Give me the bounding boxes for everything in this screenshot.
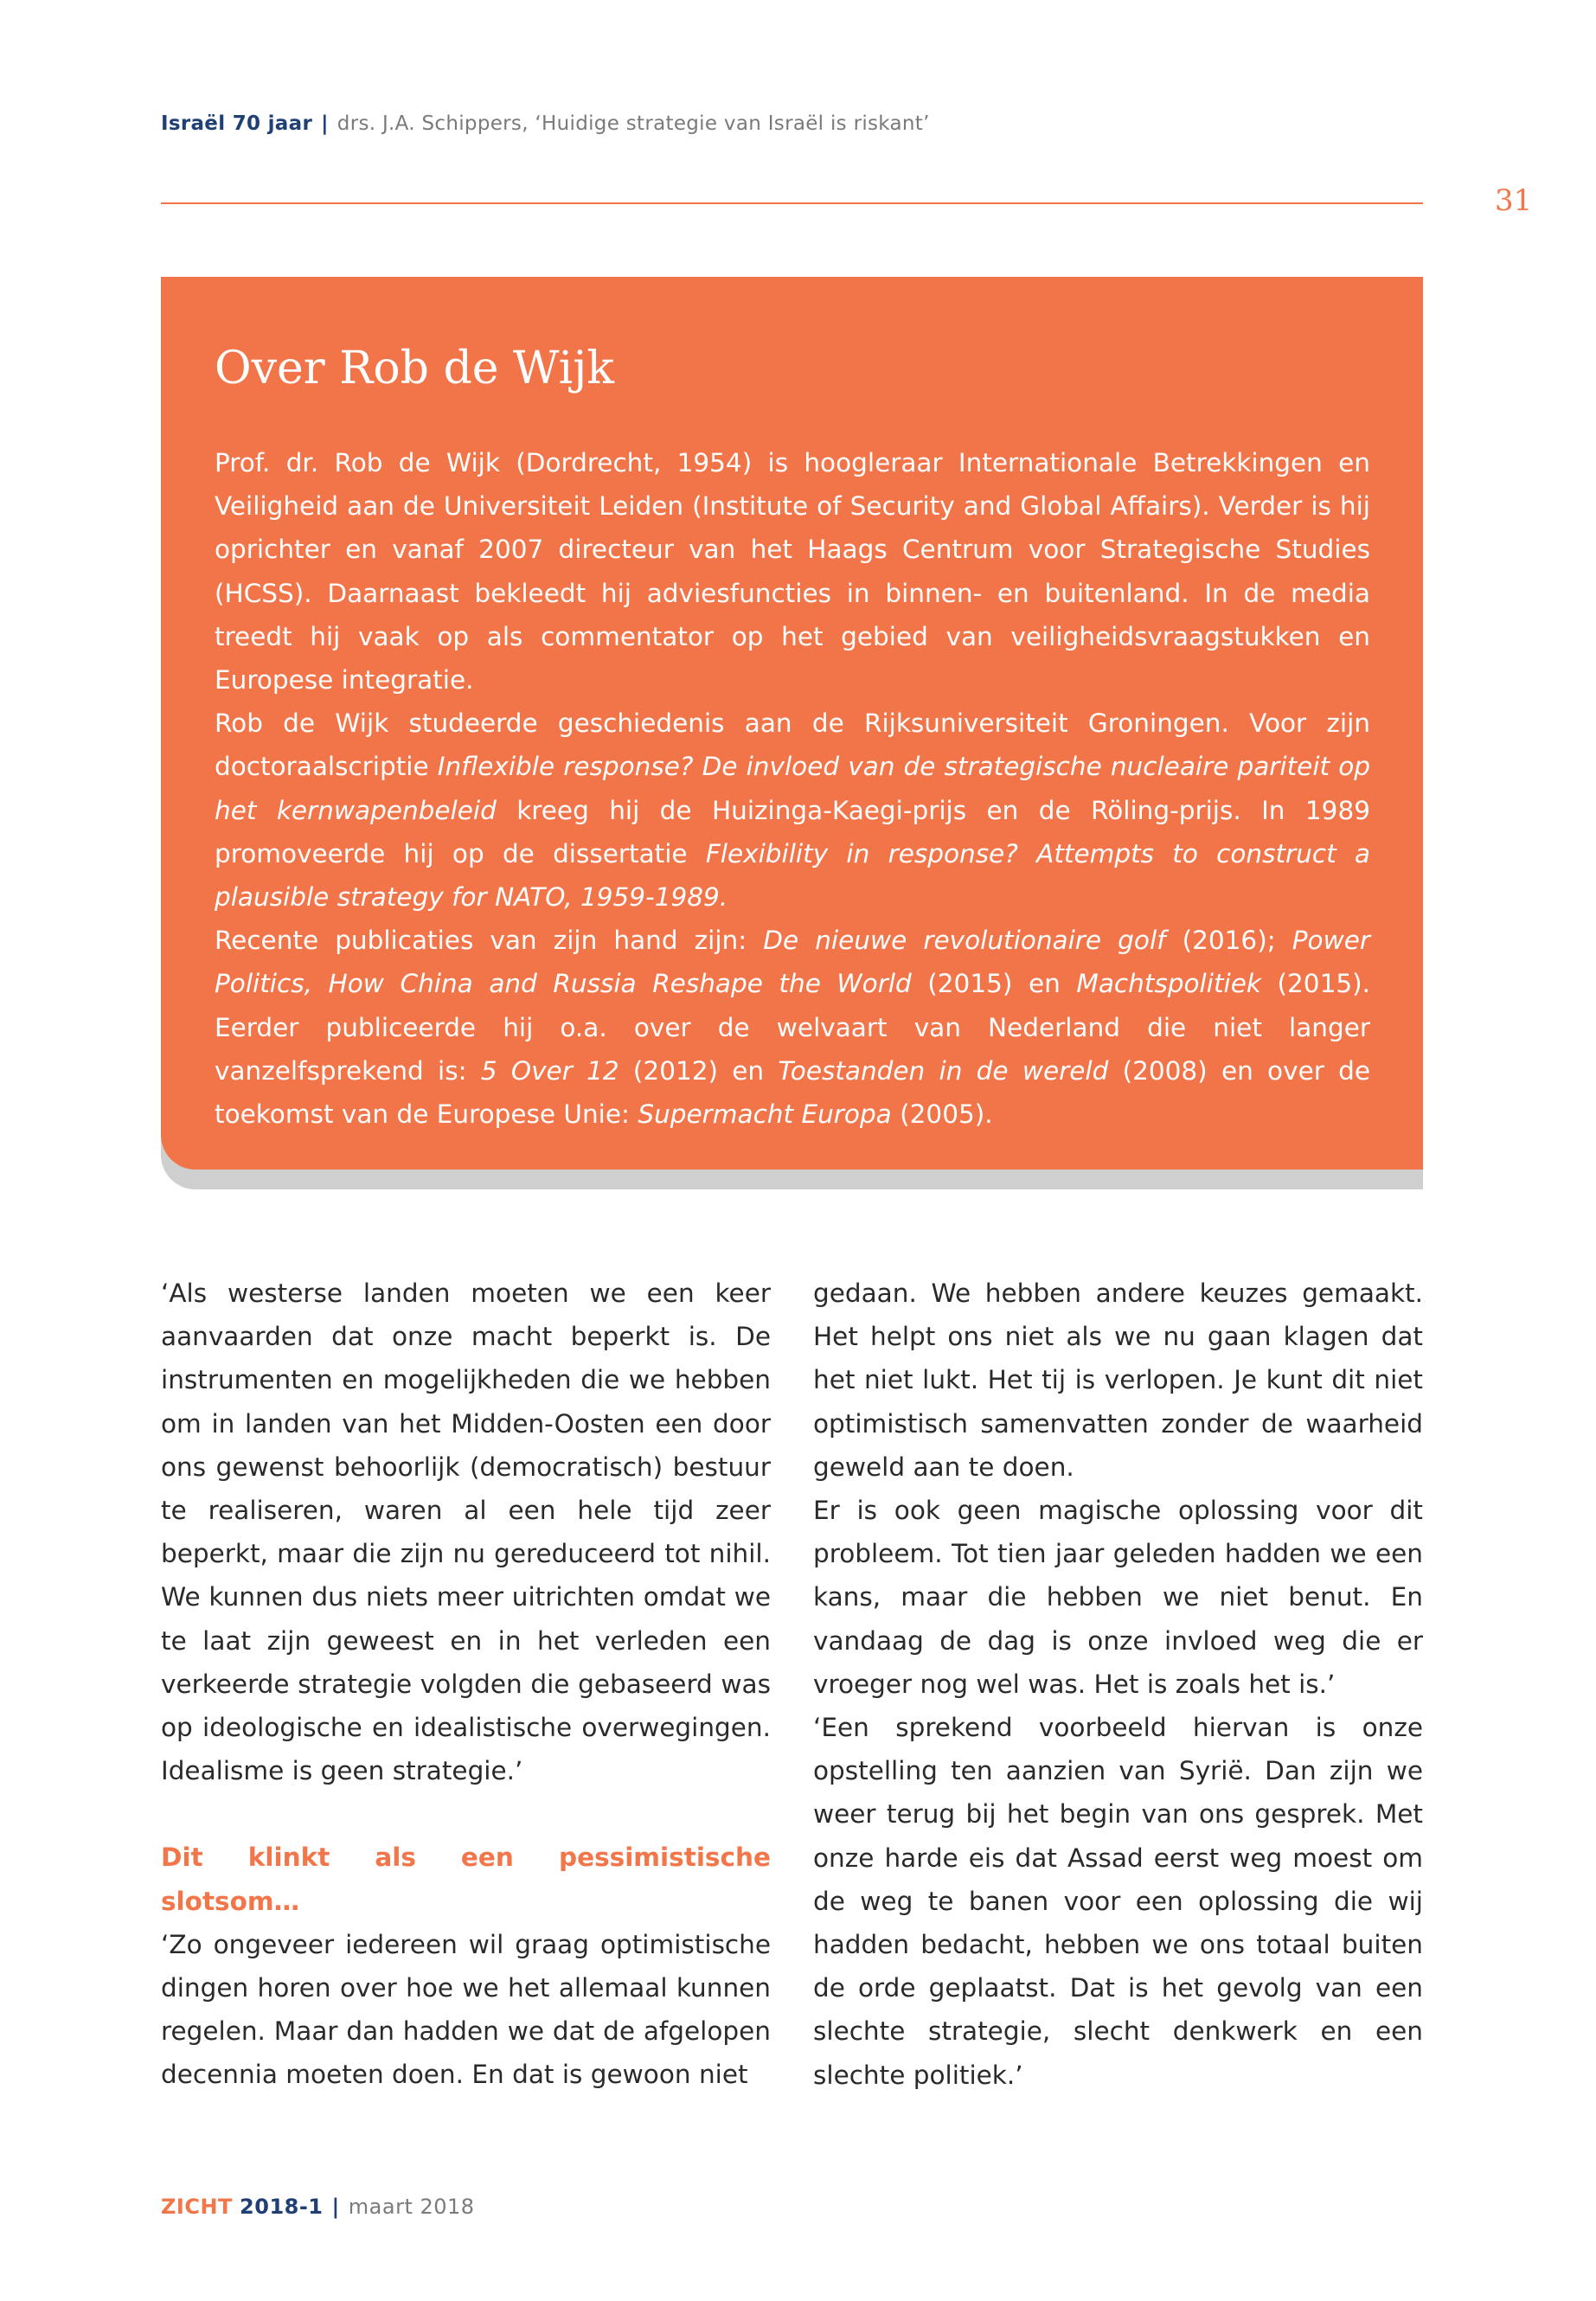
bio-title-italic: Machtspolitiek: [1076, 969, 1261, 999]
bio-title-italic: Inflexible response? De invloed van de strategische nucleaire pariteit op het kernwapenbeleid: [215, 752, 1370, 825]
page-number: 31: [1495, 183, 1533, 218]
bio-title-italic: Flexibility in response? Attempts to construct a plausible strategy for NATO, 1959-1989.: [215, 838, 1370, 913]
running-header: [161, 112, 930, 135]
bio-text: (2005).: [891, 1099, 993, 1130]
bio-text: Rob de Wijk studeerde geschiedenis aan de Rijksuniversiteit Groningen. Voor zijn doctoraalscriptie: [215, 708, 1370, 782]
info-box-title: Over Rob de Wijk: [215, 343, 614, 394]
footer-separator: |: [331, 2195, 340, 2219]
bio-paragraph-2: [215, 702, 1370, 919]
bio-title-italic: 5 Over 12: [480, 1055, 619, 1086]
left-column: [161, 1272, 771, 2097]
bio-text: (2015) en: [911, 969, 1077, 999]
header-rule: [161, 202, 1423, 204]
bio-paragraph-3: [215, 919, 1370, 1136]
footer-date: maart 2018: [348, 2195, 475, 2219]
footer-issue: 2018-1: [240, 2195, 324, 2219]
body-paragraph: ‘Een sprekend voorbeeld hiervan is onze opstelling ten aanzien van Syrië. Dan zijn we weer terug bij het begin van ons gesprek. Met onze harde eis dat Assad eerst weg moest om de weg te banen voor een oplossing die wij hadden bedacht, hebben we ons totaal buiten de orde geplaatst. Dat is het gevolg van een slechte strategie, slecht denkwerk en een slechte politiek.’: [813, 1713, 1423, 2090]
bio-text: Recente publicaties van zijn hand zijn:: [215, 926, 764, 956]
header-separator: |: [321, 112, 329, 135]
info-box-body: [215, 441, 1370, 1136]
bio-title-italic: Supermacht Europa: [638, 1099, 892, 1130]
bio-text: (2016);: [1165, 926, 1292, 956]
footer: [161, 2195, 475, 2219]
bio-text: (2008) en over de toekomst van de Europese Unie:: [215, 1055, 1370, 1130]
bio-text: kreeg hij de Huizinga-Kaegi-prijs en de Röling-prijs. In 1989 promoveerde hij op de dissertatie: [215, 795, 1370, 868]
bio-title-italic: De nieuwe revolutionaire golf: [763, 926, 1166, 956]
info-box: [161, 277, 1423, 1170]
body-paragraph: ‘Zo ongeveer iedereen wil graag optimistische dingen horen over hoe we het allemaal kunnen regelen. Maar dan hadden we dat de afgelopen decennia moeten doen. En dat is gewoon niet: [161, 1929, 771, 2090]
footer-brand: ZICHT: [161, 2195, 233, 2219]
magazine-series-title: Israël 70 jaar: [161, 112, 313, 135]
article-reference: drs. J.A. Schippers, ‘Huidige strategie van Israël is riskant’: [337, 112, 930, 135]
bio-paragraph-1: Prof. dr. Rob de Wijk (Dordrecht, 1954) is hoogleraar Internationale Betrekkingen en Veiligheid aan de Universiteit Leiden (Institute of Security and Global Affairs). Verder is hij oprichter en vanaf 2007 directeur van het Haags Centrum voor Strategische Studies (HCSS). Daarnaast bekleedt hij adviesfuncties in binnen- en buitenland. In de media treedt hij vaak op als commentator op het gebied van veiligheidsvraagstukken en Europese integratie.: [215, 448, 1370, 695]
bio-text: (2012) en: [619, 1055, 779, 1086]
body-paragraph: Er is ook geen magische oplossing voor dit probleem. Tot tien jaar geleden hadden we een kans, maar die hebben we niet benut. En vandaag de dag is onze invloed weg die er vroeger nog wel was. Het is zoals het is.’: [813, 1496, 1423, 1699]
bio-text: (2015). Eerder publiceerde hij o.a. over de welvaart van Nederland die niet langer vanzelfsprekend is:: [215, 969, 1370, 1086]
body-paragraph: ‘Als westerse landen moeten we een keer aanvaarden dat onze macht beperkt is. De instrumenten en mogelijkheden die we hebben om in landen van het Midden-Oosten een door ons gewenst behoorlijk (democratisch) bestuur te realiseren, waren al een hele tijd zeer beperkt, maar die zijn nu gereduceerd tot nihil. We kunnen dus niets meer uitrichten omdat we te laat zijn geweest en in het verleden een verkeerde strategie volgden die gebaseerd was op ideologische en idealistische overwegingen. Idealisme is geen strategie.’: [161, 1279, 771, 1786]
body-paragraph: gedaan. We hebben andere keuzes gemaakt. Het helpt ons niet als we nu gaan klagen dat het niet lukt. Het tij is verlopen. Je kunt dit niet optimistisch samenvatten zonder de waarheid geweld aan te doen.: [813, 1279, 1423, 1482]
bio-title-italic: Toestanden in de wereld: [778, 1055, 1109, 1086]
right-column: [813, 1272, 1423, 2097]
interview-question: Dit klinkt als een pessimistische slotsom…: [161, 1843, 771, 1916]
bio-title-italic: Power Politics, How China and Russia Reshape the World: [215, 926, 1370, 999]
